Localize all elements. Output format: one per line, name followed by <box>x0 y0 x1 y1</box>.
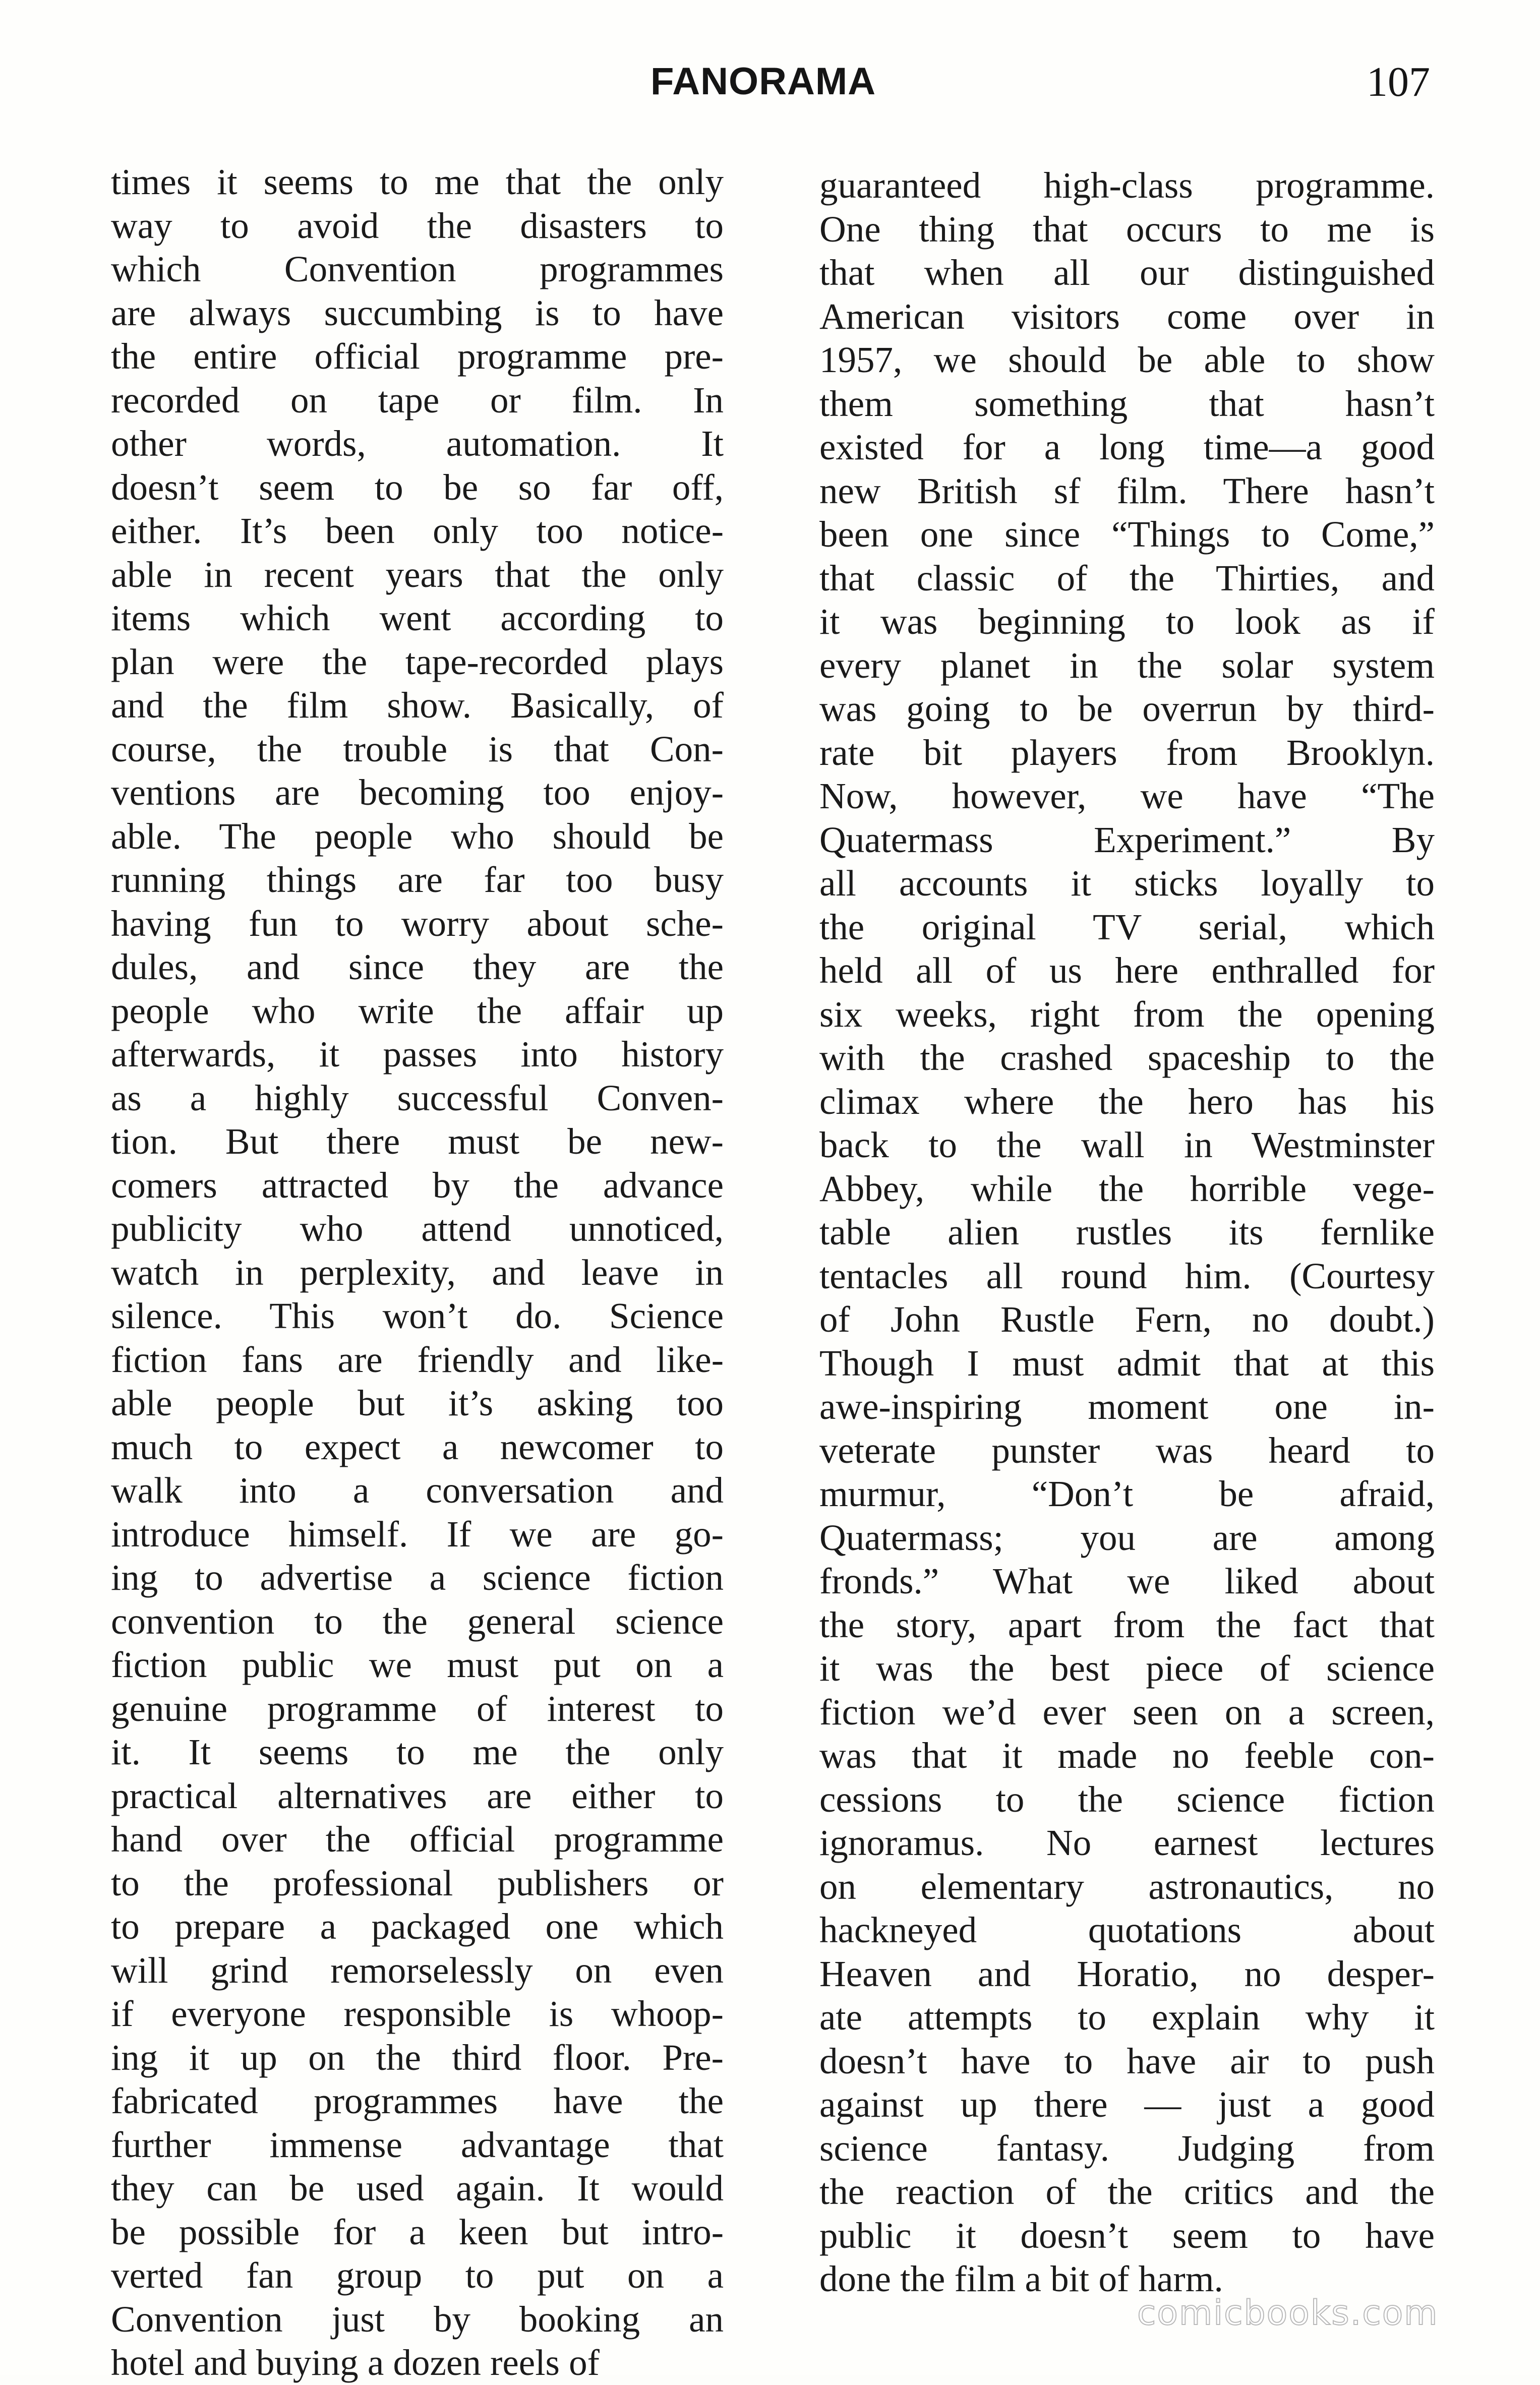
text-line: they can be used again. It would <box>111 2168 724 2209</box>
text-line: fiction fans are friendly and like- <box>111 1339 724 1380</box>
text-line: people who write the affair up <box>111 990 724 1031</box>
text-line: them something that hasn’t <box>819 383 1435 424</box>
text-line: times it seems to me that the only <box>111 161 724 202</box>
text-line: fiction we’d ever seen on a screen, <box>819 1691 1435 1733</box>
text-line: doesn’t have to have air to push <box>819 2040 1435 2081</box>
text-line: existed for a long time—a good <box>819 427 1435 467</box>
text-line: be possible for a keen but intro- <box>111 2211 724 2252</box>
text-line: table alien rustles its fernlike <box>819 1212 1435 1253</box>
text-line: the story, apart from the fact that <box>819 1604 1435 1645</box>
text-line: items which went according to <box>111 598 724 638</box>
text-line: watch in perplexity, and leave in <box>111 1251 724 1293</box>
text-line: 1957, we should be able to show <box>819 339 1435 380</box>
text-line: science fantasy. Judging from <box>819 2127 1435 2169</box>
text-line: awe-inspiring moment one in- <box>819 1386 1435 1427</box>
text-line: rate bit players from Brooklyn. <box>819 732 1435 773</box>
text-line: ing to advertise a science fiction <box>111 1557 724 1598</box>
text-line: American visitors come over in <box>819 295 1435 337</box>
text-line: recorded on tape or film. In <box>111 379 724 421</box>
text-line: fabricated programmes have the <box>111 2080 724 2121</box>
text-line: verted fan group to put on a <box>111 2255 724 2296</box>
text-line: dules, and since they are the <box>111 946 724 987</box>
text-line: Now, however, we have “The <box>819 776 1435 816</box>
text-line: course, the trouble is that Con- <box>111 728 724 769</box>
text-line: was going to be overrun by third- <box>819 688 1435 729</box>
text-line: ignoramus. No earnest lectures <box>819 1822 1435 1863</box>
page-number: 107 <box>1367 58 1430 105</box>
text-line: publicity who attend unnoticed, <box>111 1208 724 1249</box>
text-line: new British sf film. There hasn’t <box>819 470 1435 511</box>
text-line: Though I must admit that at this <box>819 1342 1435 1384</box>
text-line: Convention just by booking an <box>111 2298 724 2340</box>
text-line: of John Rustle Fern, no doubt.) <box>819 1299 1435 1340</box>
text-line: afterwards, it passes into history <box>111 1034 724 1075</box>
text-line: silence. This won’t do. Science <box>111 1295 724 1336</box>
text-line: running things are far too busy <box>111 859 724 900</box>
text-line: Heaven and Horatio, no desper- <box>819 1953 1435 1994</box>
text-line: hand over the official programme <box>111 1819 724 1860</box>
text-line: either. It’s been only too notice- <box>111 510 724 551</box>
text-line: to prepare a packaged one which <box>111 1906 724 1947</box>
text-line: that classic of the Thirties, and <box>819 557 1435 599</box>
text-line: climax where the hero has his <box>819 1081 1435 1122</box>
right-text-column <box>819 164 1435 2301</box>
text-line: murmur, “Don’t be afraid, <box>819 1473 1435 1514</box>
text-line: the entire official programme pre- <box>111 336 724 377</box>
text-line: introduce himself. If we are go- <box>111 1513 724 1555</box>
text-line: as a highly successful Conven- <box>111 1077 724 1118</box>
text-line: to the professional publishers or <box>111 1862 724 1903</box>
text-line: if everyone responsible is whoop- <box>111 1993 724 2034</box>
text-line: are always succumbing is to have <box>111 292 724 333</box>
text-line: tion. But there must be new- <box>111 1121 724 1162</box>
text-line: other words, automation. It <box>111 423 724 464</box>
text-line: way to avoid the disasters to <box>111 205 724 246</box>
text-line: every planet in the solar system <box>819 644 1435 686</box>
text-line: genuine programme of interest to <box>111 1688 724 1729</box>
text-line: against up there — just a good <box>819 2084 1435 2125</box>
page-header <box>0 55 1540 111</box>
left-text-column <box>111 160 724 2385</box>
text-line: ate attempts to explain why it <box>819 1997 1435 2038</box>
text-line: was that it made no feeble con- <box>819 1735 1435 1776</box>
text-line: will grind remorselessly on even <box>111 1949 724 1991</box>
text-line: on elementary astronautics, no <box>819 1866 1435 1907</box>
text-line: public it doesn’t seem to have <box>819 2215 1435 2256</box>
text-line: guaranteed high-class programme. <box>819 165 1435 206</box>
text-line: six weeks, right from the opening <box>819 993 1435 1035</box>
text-line: the reaction of the critics and the <box>819 2171 1435 2212</box>
text-line: fiction public we must put on a <box>111 1644 724 1685</box>
text-line: much to expect a newcomer to <box>111 1426 724 1467</box>
text-line: Abbey, while the horrible vege- <box>819 1168 1435 1209</box>
text-line: One thing that occurs to me is <box>819 208 1435 250</box>
text-line: further immense advantage that <box>111 2124 724 2165</box>
text-line: and the film show. Basically, of <box>111 685 724 726</box>
text-line: Quatermass Experiment.” By <box>819 819 1435 860</box>
text-line: plan were the tape-recorded plays <box>111 641 724 682</box>
text-line: tentacles all round him. (Courtesy <box>819 1255 1435 1296</box>
text-line: it was the best piece of science <box>819 1648 1435 1689</box>
text-line: ing it up on the third floor. Pre- <box>111 2037 724 2078</box>
text-line: Quatermass; you are among <box>819 1517 1435 1558</box>
text-line: it was beginning to look as if <box>819 601 1435 642</box>
text-line: back to the wall in Westminster <box>819 1124 1435 1165</box>
text-line: all accounts it sticks loyally to <box>819 863 1435 904</box>
text-line: practical alternatives are either to <box>111 1775 724 1816</box>
text-line: it. It seems to me the only <box>111 1732 724 1772</box>
text-line: able people but it’s asking too <box>111 1383 724 1423</box>
text-line: the original TV serial, which <box>819 906 1435 947</box>
text-line: comers attracted by the advance <box>111 1164 724 1206</box>
text-line: with the crashed spaceship to the <box>819 1037 1435 1078</box>
text-line: done the film a bit of harm. <box>819 2258 1223 2299</box>
text-line: ventions are becoming too enjoy- <box>111 772 724 813</box>
site-watermark: comicbooks.com <box>1137 2293 1439 2333</box>
text-line: walk into a conversation and <box>111 1470 724 1511</box>
text-line: been one since “Things to Come,” <box>819 514 1435 555</box>
text-line: able. The people who should be <box>111 815 724 857</box>
text-line: fronds.” What we liked about <box>819 1561 1435 1601</box>
text-line: veterate punster was heard to <box>819 1429 1435 1471</box>
text-line: which Convention programmes <box>111 249 724 289</box>
text-line: hotel and buying a dozen reels of <box>111 2342 600 2383</box>
text-line: that when all our distinguished <box>819 252 1435 293</box>
text-line: doesn’t seem to be so far off, <box>111 466 724 508</box>
text-line: able in recent years that the only <box>111 554 724 595</box>
text-line: convention to the general science <box>111 1600 724 1642</box>
text-line: cessions to the science fiction <box>819 1778 1435 1820</box>
text-line: hackneyed quotations about <box>819 1910 1435 1950</box>
text-line: having fun to worry about sche- <box>111 903 724 944</box>
running-title: FANORAMA <box>650 60 876 103</box>
text-line: held all of us here enthralled for <box>819 950 1435 991</box>
